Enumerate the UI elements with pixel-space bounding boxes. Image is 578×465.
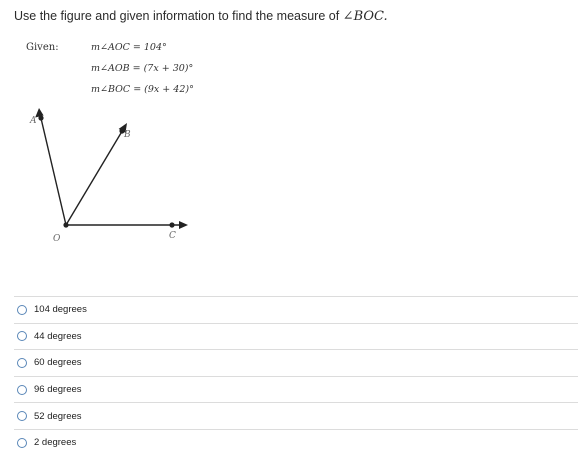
radio-button[interactable]	[17, 331, 27, 341]
question-text	[14, 9, 388, 24]
label-o: O	[53, 234, 61, 244]
radio-button[interactable]	[17, 385, 27, 395]
question-prompt: Use the figure and given information to find the measure of	[14, 9, 343, 23]
given-line-2: m∠AOB = (7x + 30)°	[91, 63, 194, 74]
radio-button[interactable]	[17, 305, 27, 315]
answer-option[interactable]	[14, 429, 578, 456]
radio-button[interactable]	[17, 411, 27, 421]
answer-option[interactable]	[14, 323, 578, 350]
ray-oa	[40, 114, 66, 225]
answer-option-label: 2 degrees	[34, 437, 77, 449]
arrow-c-icon	[179, 221, 188, 229]
answer-option-label: 52 degrees	[34, 410, 82, 422]
answer-options	[14, 296, 578, 456]
radio-button[interactable]	[17, 358, 27, 368]
answer-option-label: 104 degrees	[34, 304, 87, 316]
ray-ob	[66, 128, 124, 225]
label-b: B	[124, 130, 131, 140]
answer-option[interactable]	[14, 349, 578, 376]
answer-option-label: 60 degrees	[34, 357, 82, 369]
question-angle: ∠BOC.	[342, 9, 388, 24]
label-c: C	[169, 231, 176, 241]
given-line-3: m∠BOC = (9x + 42)°	[91, 84, 194, 95]
given-line-1: m∠AOC = 104°	[91, 42, 167, 53]
answer-option-label: 44 degrees	[34, 330, 82, 342]
answer-option[interactable]	[14, 402, 578, 429]
answer-option[interactable]	[14, 376, 578, 403]
radio-button[interactable]	[17, 438, 27, 448]
point-a	[38, 115, 43, 120]
answer-option[interactable]	[14, 296, 578, 323]
point-c	[169, 222, 174, 227]
given-label: Given:	[26, 42, 59, 53]
geometry-figure	[0, 28, 578, 268]
answer-option-label: 96 degrees	[34, 384, 82, 396]
label-a: A	[30, 116, 37, 126]
point-o	[63, 222, 68, 227]
